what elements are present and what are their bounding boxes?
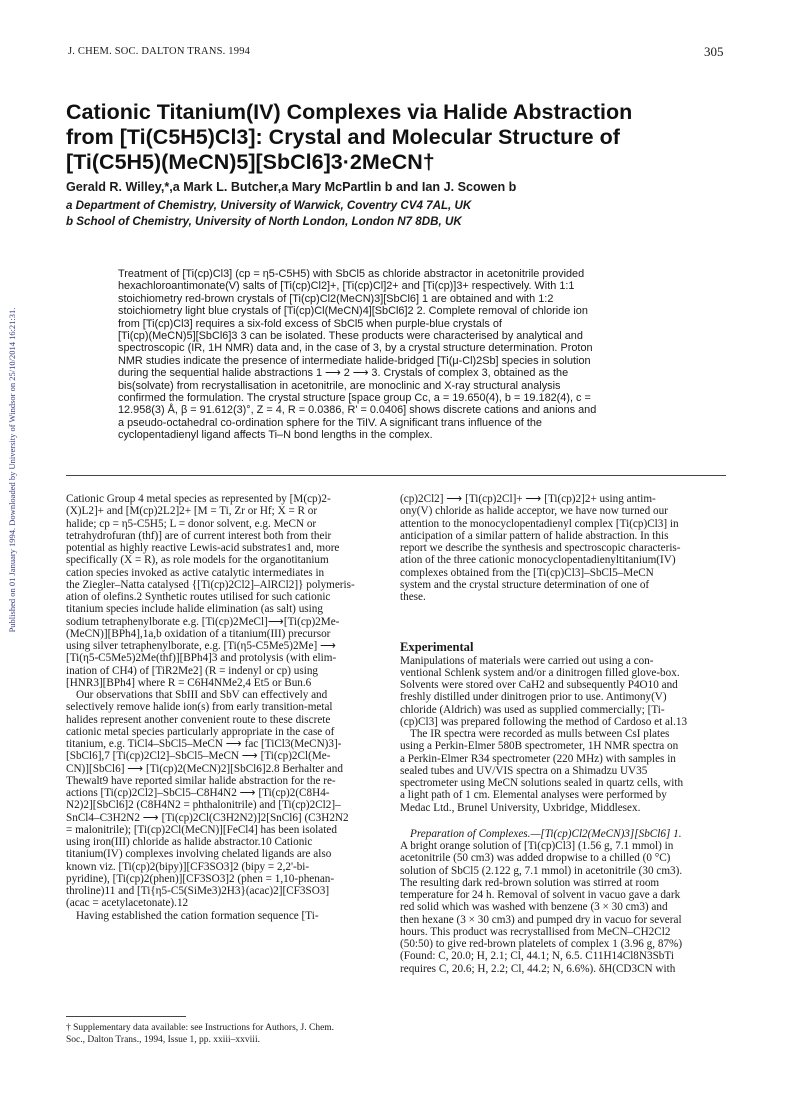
download-watermark bbox=[4, 120, 20, 820]
abstract-line: stoichiometry light blue crystals of [Ti(cp)Cl(MeCN)4][SbCl6]2 2. Complete removal of chloride ion bbox=[118, 305, 588, 318]
body-line: halides represent another convenient route to these discrete bbox=[66, 713, 331, 726]
body-line: cationic metal species particularly appropriate in the case of bbox=[66, 725, 335, 738]
body-line: The IR spectra were recorded as mulls between CsI plates bbox=[410, 728, 670, 740]
body-line: Solvents were stored over CaH2 and subsequently P4O10 and bbox=[400, 679, 678, 691]
abstract-line: stoichiometry red-brown crystals of [Ti(cp)Cl2(MeCN)3][SbCl6] 1 are obtained and with 1:2 bbox=[118, 292, 554, 305]
body-line: using silver tetraphenylborate, e.g. [Ti(η5-C5Me5)2Me] ⟶ bbox=[66, 640, 337, 652]
footnote-line: † Supplementary data available: see Instructions for Authors, J. Chem. bbox=[66, 1023, 335, 1033]
body-line: [HNR3][BPh4] where R = C6H4NMe2,4 Et5 or Bun.6 bbox=[66, 676, 312, 689]
body-line: [Ti(η5-C5Me5)2Me(thf)][BPh4]3 and protolysis (with elim- bbox=[66, 652, 337, 665]
running-header: J. CHEM. SOC. DALTON TRANS. 1994 bbox=[68, 46, 251, 57]
body-line: (X)L2]+ and [M(cp)2L2]2+ [M = Ti, Zr or Hf; X = R or bbox=[66, 505, 318, 518]
body-line: [SbCl6],7 [Ti(cp)2Cl2]–SbCl5–MeCN ⟶ [Ti(cp)2Cl(Me- bbox=[66, 750, 331, 763]
abstract-line: Treatment of [Ti(cp)Cl3] (cp = η5-C5H5) with SbCl5 as chloride abstractor in acetonitrile provided bbox=[118, 268, 585, 280]
abstract-line: confirmed the formulation. The crystal structure [space group Cc, a = 19.650(4), b = 19.182(4), c = bbox=[118, 392, 591, 405]
body-line: titanium species include halide elimination (as salt) using bbox=[66, 603, 323, 616]
body-line: acetonitrile (50 cm3) was added dropwise to a chilled (0 °C) bbox=[400, 852, 671, 865]
body-line: N2)2][SbCl6]2 (C8H4N2 = phthalonitrile) and [Ti(cp)2Cl2]– bbox=[66, 799, 341, 812]
body-line: a light path of 1 cm. Elemental analyses were performed by bbox=[400, 789, 667, 802]
affiliation: a Department of Chemistry, University of Warwick, Coventry CV4 7AL, UK bbox=[66, 199, 472, 212]
body-line: ation of the three cationic monocyclopentadienyltitanium(IV) bbox=[400, 554, 676, 567]
section-heading-experimental: Experimental bbox=[400, 640, 474, 655]
body-line: requires C, 20.6; H, 2.2; Cl, 44.2; N, 6.6%). δH(CD3CN with bbox=[400, 962, 676, 975]
body-line: Our observations that SbIII and SbV can effectively and bbox=[76, 689, 328, 701]
body-line: potential as highly reactive Lewis-acid substrates1 and, more bbox=[66, 542, 340, 554]
body-line: A bright orange solution of [Ti(cp)Cl3] (1.56 g, 7.1 mmol) in bbox=[400, 840, 674, 852]
body-line: these. bbox=[400, 591, 426, 603]
body-line: report we describe the synthesis and spectroscopic characteris- bbox=[400, 542, 681, 554]
article-title bbox=[66, 100, 746, 175]
body-line: attention to the monocyclopentadienyl complex [Ti(cp)Cl3] in bbox=[400, 517, 679, 530]
body-line: a Perkin-Elmer R34 spectrometer (220 MHz) with samples in bbox=[400, 752, 676, 765]
body-line: ony(V) chloride as halide acceptor, we have now turned our bbox=[400, 505, 668, 518]
body-line: anticipation of a similar pattern of halide abstraction. In this bbox=[400, 529, 669, 542]
body-line: (cp)Cl3] was prepared following the method of Cardoso et al.13 bbox=[400, 715, 688, 728]
body-line: pyridine), [Ti(cp)2(phen)][CF3SO3]2 (phen = 1,10-phenan- bbox=[66, 872, 335, 885]
body-line: solution of SbCl5 (2.122 g, 7.1 mmol) in acetonitrile (30 cm3). bbox=[400, 864, 683, 877]
abstract-line: cyclopentadienyl ligand affects Ti–N bond lengths in the complex. bbox=[118, 429, 433, 442]
abstract-line: a pseudo-octahedral co-ordination sphere for the TiIV. A significant trans influence of the bbox=[118, 416, 542, 429]
affiliation: b School of Chemistry, University of North London, London N7 8DB, UK bbox=[66, 215, 462, 228]
title-line: Cationic Titanium(IV) Complexes via Halide Abstraction bbox=[66, 100, 633, 124]
subsection-line: Preparation of Complexes.—[Ti(cp)Cl2(MeCN)3][SbCl6] 1. bbox=[410, 827, 682, 840]
body-line: specifically (X = R), as role models for the organotitanium bbox=[66, 554, 329, 567]
abstract bbox=[118, 268, 750, 442]
body-line: ation of olefins.2 Synthetic routes utilised for such cationic bbox=[66, 591, 331, 603]
body-line: actions [Ti(cp)2Cl2]–SbCl5–C8H4N2 ⟶ [Ti(cp)2(C8H4- bbox=[66, 787, 330, 799]
abstract-divider bbox=[66, 475, 726, 476]
right-column bbox=[400, 493, 730, 975]
body-line: (acac = acetylacetonate).12 bbox=[66, 897, 189, 910]
body-line: the Ziegler–Natta catalysed {[Ti(cp)2Cl2]–AlRCl2]} polymeris- bbox=[66, 578, 355, 591]
body-line: (50:50) to give red-brown platelets of complex 1 (3.96 g, 87%) bbox=[400, 938, 683, 950]
body-line: red solid which was washed with benzene (3 × 30 cm3) and bbox=[400, 901, 668, 914]
body-line: chloride (Aldrich) was used as supplied commercially; [Ti- bbox=[400, 703, 665, 716]
author-list: Gerald R. Willey,*,a Mark L. Butcher,a Mary McPartlin b and Ian J. Scowen b bbox=[66, 180, 517, 194]
body-line: The resulting dark red-brown solution was stirred at room bbox=[400, 876, 660, 889]
footnote-line: Soc., Dalton Trans., 1994, Issue 1, pp. xxiii–xxviii. bbox=[66, 1034, 260, 1045]
body-line: ination of CH4) of [TiR2Me2] (R = indenyl or cp) using bbox=[66, 664, 319, 677]
footnote-divider bbox=[66, 1016, 186, 1017]
body-line: (MeCN)][BPh4],1a,b oxidation of a titanium(III) precursor bbox=[66, 627, 331, 640]
body-line: = malonitrile); [Ti(cp)2Cl(MeCN)][FeCl4] has been isolated bbox=[66, 823, 337, 836]
page-number: 305 bbox=[704, 44, 724, 59]
body-line: hours. This product was recrystallised from MeCN–CH2Cl2 bbox=[400, 925, 671, 938]
title-line: [Ti(C5H5)(MeCN)5][SbCl6]3·2MeCN† bbox=[66, 150, 435, 174]
abstract-line: [Ti(cp)(MeCN)5][SbCl6]3 3 can be isolated. These products were characterised by analytical and bbox=[118, 330, 583, 343]
body-line: CN)][SbCl6] ⟶ [Ti(cp)2(MeCN)2][SbCl6]2.8 Berhalter and bbox=[66, 762, 343, 775]
body-line: selectively remove halide ion(s) from early transition-metal bbox=[66, 701, 333, 714]
footnote bbox=[66, 1023, 396, 1046]
abstract-line: spectroscopic (IR, 1H NMR) data and, in the case of 3, by a crystal structure determination. Proton bbox=[118, 342, 593, 355]
body-line: Cationic Group 4 metal species as represented by [M(cp)2- bbox=[66, 493, 331, 505]
body-line: freshly distilled under dinitrogen prior to use. Antimony(V) bbox=[400, 691, 667, 704]
body-line: (Found: C, 20.0; H, 2.1; Cl, 44.1; N, 6.5. C11H14Cl8N3SbTi bbox=[400, 950, 674, 963]
body-line: halide; cp = η5-C5H5; L = donor solvent, e.g. MeCN or bbox=[66, 517, 317, 530]
body-line: sealed tubes and UV/VIS spectra on a Shimadzu UV35 bbox=[400, 764, 648, 777]
body-line: Thewalt9 have reported similar halide abstraction for the re- bbox=[66, 774, 336, 787]
title-line: from [Ti(C5H5)Cl3]: Crystal and Molecular Structure of bbox=[66, 125, 620, 149]
body-line: cation species invoked as active catalytic intermediates in bbox=[66, 566, 325, 579]
body-line: Manipulations of materials were carried out using a con- bbox=[400, 654, 654, 667]
abstract-line: hexachloroantimonate(V) salts of [Ti(cp)Cl2]+, [Ti(cp)Cl]2+ and [Ti(cp)]3+ respectively. With 1:1 bbox=[118, 280, 575, 293]
body-line: using a Perkin-Elmer 580B spectrometer, 1H NMR spectra on bbox=[400, 740, 679, 753]
body-line: (cp)2Cl2] ⟶ [Ti(cp)2Cl]+ ⟶ [Ti(cp)2]2+ using antim- bbox=[400, 493, 656, 505]
body-line: sodium tetraphenylborate e.g. [Ti(cp)2MeCl]⟶[Ti(cp)2Me- bbox=[66, 615, 340, 628]
abstract-line: NMR studies indicate the presence of intermediate halide-bridged [Ti(μ-Cl)2Sb] species in solution bbox=[118, 354, 591, 367]
body-line: using iron(III) chloride as halide abstractor.10 Cationic bbox=[66, 836, 313, 848]
body-line: Medac Ltd., Brunel University, Uxbridge, Middlesex. bbox=[400, 801, 641, 814]
body-line: tetrahydrofuran (thf)] are of current interest both from their bbox=[66, 529, 332, 542]
body-line: titanium, e.g. TiCl4–SbCl5–MeCN ⟶ fac [TiCl3(MeCN)3]- bbox=[66, 738, 342, 750]
download-note: Published on 01 January 1994. Downloaded by University of Windsor on 25/10/2014 16:21:31. bbox=[7, 307, 17, 633]
body-line: spectrometer using MeCN solutions sealed in quartz cells, with bbox=[400, 777, 684, 789]
abstract-line: bis(solvate) from recrystallisation in acetonitrile, are monoclinic and X-ray structural analysis bbox=[118, 379, 561, 392]
abstract-line: 12.958(3) Å, β = 91.612(3)°, Z = 4, R = 0.0386, R' = 0.0406] shows discrete cations and anions and bbox=[118, 404, 597, 417]
abstract-line: from [Ti(cp)Cl3] requires a six-fold excess of SbCl5 when purple-blue crystals of bbox=[118, 317, 502, 330]
body-line: ventional Schlenk system and/or a dinitrogen filled glove-box. bbox=[400, 666, 680, 679]
body-line: complexes obtained from the [Ti(cp)Cl3]–SbCl5–MeCN bbox=[400, 566, 654, 579]
body-line: SnCl4–C3H2N2 ⟶ [Ti(cp)2Cl(C3H2N2)]2[SnCl6] (C3H2N2 bbox=[66, 811, 349, 824]
abstract-line: during the sequential halide abstractions 1 ⟶ 2 ⟶ 3. Crystals of complex 3, obtained as the bbox=[118, 367, 569, 380]
body-line: system and the crystal structure determination of one of bbox=[400, 578, 650, 591]
body-line: temperature for 24 h. Removal of solvent in vacuo gave a dark bbox=[400, 889, 681, 901]
body-line: known viz. [Ti(cp)2(bipy)][CF3SO3]2 (bipy = 2,2'-bi- bbox=[66, 860, 310, 873]
body-line: throline)11 and [Ti{η5-C5(SiMe3)2H3}(acac)2][CF3SO3] bbox=[66, 885, 330, 897]
body-line: titanium(IV) complexes involving chelated ligands are also bbox=[66, 848, 332, 861]
body-line: then hexane (3 × 30 cm3) and pumped dry in vacuo for several bbox=[400, 913, 682, 926]
body-line: Having established the cation formation sequence [Ti- bbox=[76, 909, 319, 922]
left-column bbox=[66, 493, 396, 922]
